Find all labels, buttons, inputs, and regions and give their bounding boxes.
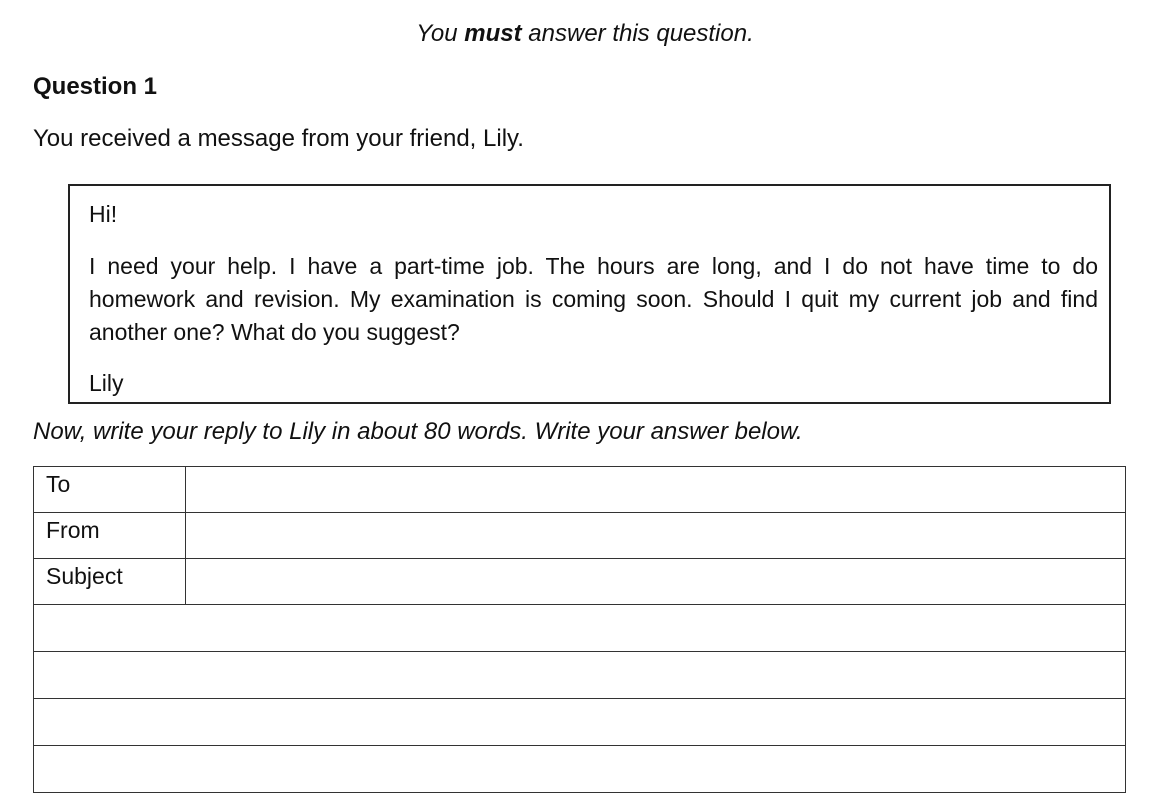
to-label: To	[34, 467, 186, 513]
instruction-emphasis: must	[464, 20, 522, 47]
answer-line-field[interactable]	[34, 652, 1126, 699]
answer-form	[33, 466, 1126, 793]
answer-line	[34, 746, 1126, 793]
subject-label: Subject	[34, 559, 186, 605]
instruction-suffix: answer this question.	[521, 20, 754, 47]
question-title: Question 1	[33, 73, 158, 100]
form-row-subject	[34, 559, 1126, 605]
from-field[interactable]	[186, 513, 1126, 559]
message-box	[68, 184, 1111, 404]
task-instruction: Now, write your reply to Lily in about 80 words. Write your answer below.	[33, 418, 803, 445]
question-intro: You received a message from your friend, Lily.	[33, 125, 524, 152]
from-label: From	[34, 513, 186, 559]
form-row-to	[34, 467, 1126, 513]
answer-line	[34, 699, 1126, 746]
answer-line	[34, 605, 1126, 652]
to-field[interactable]	[186, 467, 1126, 513]
instruction-prefix: You	[416, 20, 465, 47]
answer-line-field[interactable]	[34, 605, 1126, 652]
subject-field[interactable]	[186, 559, 1126, 605]
message-signature: Lily	[89, 370, 124, 396]
answer-line-field[interactable]	[34, 746, 1126, 793]
answer-line	[34, 652, 1126, 699]
message-body: I need your help. I have a part-time job. The hours are long, and I do not have time to do homework and revision. My examination is coming soon. Should I quit my current job and find another one? What do you suggest?	[89, 253, 1098, 345]
form-row-from	[34, 513, 1126, 559]
message-greeting: Hi!	[89, 201, 118, 227]
answer-line-field[interactable]	[34, 699, 1126, 746]
instruction-line	[0, 20, 1170, 48]
